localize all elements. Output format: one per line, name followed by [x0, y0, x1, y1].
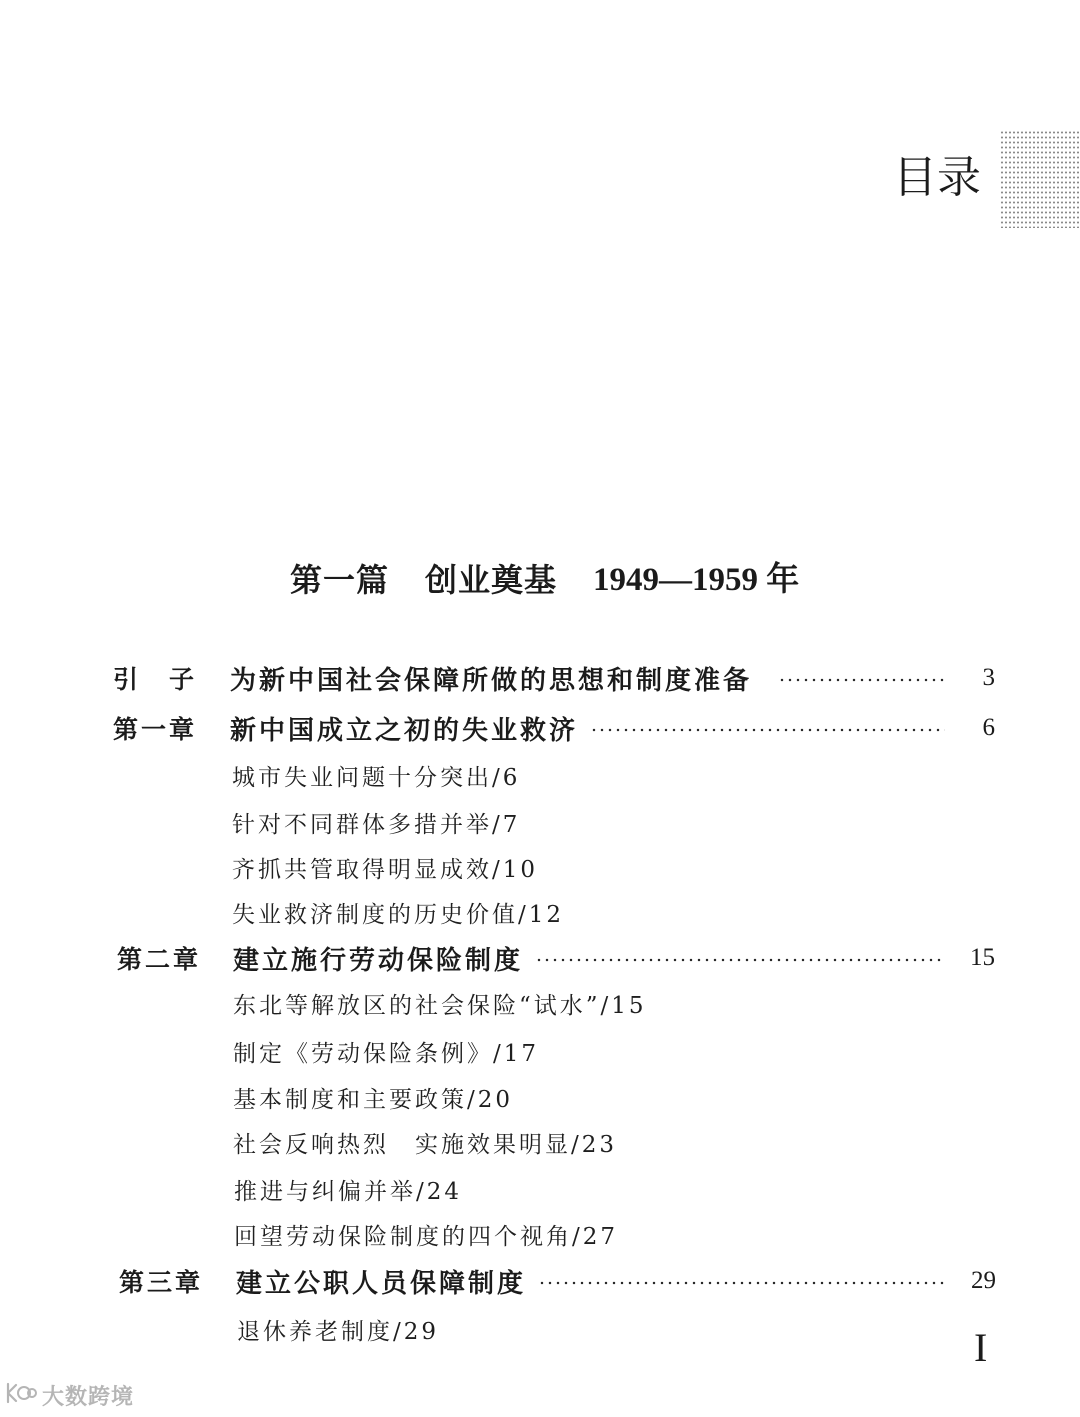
dot-leader: [778, 677, 945, 683]
toc-section-entry: 社会反响热烈 实施效果明显/23: [233, 1131, 618, 1158]
toc-section-entry: 推进与纠偏并举/24: [234, 1178, 463, 1205]
watermark-text: 大数跨境: [42, 1384, 135, 1410]
chapter-page-number: 6: [982, 714, 995, 741]
toc-section-entry: 齐抓共管取得明显成效/10: [232, 856, 539, 883]
dot-leader: [538, 1280, 946, 1286]
toc-chapter-entry: [119, 1264, 996, 1298]
toc-section-entry: 失业救济制度的历史价值/12: [232, 901, 565, 928]
toc-section-entry: 制定《劳动保险条例》/17: [233, 1040, 540, 1067]
toc-section-entry: 基本制度和主要政策/20: [233, 1086, 514, 1113]
watermark: [4, 1380, 134, 1410]
dot-leader: [590, 727, 945, 733]
chapter-page-number: 3: [982, 664, 995, 691]
chapter-title: 建立施行劳动保险制度: [233, 945, 524, 976]
chapter-page-number: 15: [970, 944, 995, 971]
chapter-title: 新中国成立之初的失业救济: [230, 715, 579, 746]
page-number: I: [974, 1325, 988, 1370]
toc-section-entry: 城市失业问题十分突出/6: [232, 764, 521, 791]
toc-chapter-entry: [117, 941, 995, 975]
part-name: 创业奠基: [425, 561, 558, 599]
chapter-title: 建立公职人员保障制度: [236, 1268, 527, 1299]
chapter-label: 第三章: [119, 1268, 204, 1297]
toc-section-entry: 针对不同群体多措并举/7: [232, 811, 521, 838]
watermark-logo-icon: [4, 1380, 38, 1411]
toc-section-entry: 退休养老制度/29: [237, 1318, 440, 1345]
dot-leader: [535, 957, 945, 963]
chapter-label: 第一章: [113, 715, 198, 744]
chapter-label: 引 子: [113, 665, 198, 694]
chapter-label: 第二章: [117, 945, 202, 974]
toc-chapter-entry: [113, 711, 995, 745]
toc-section-entry: 回望劳动保险制度的四个视角/27: [234, 1223, 619, 1250]
chapter-title: 为新中国社会保障所做的思想和制度准备: [230, 665, 753, 696]
part-number: 第一篇: [290, 561, 390, 599]
decorative-dot-pattern: [1000, 130, 1080, 228]
part-heading: [290, 558, 799, 602]
chapter-page-number: 29: [971, 1267, 996, 1294]
toc-section-entry: 东北等解放区的社会保险“试水”/15: [233, 992, 647, 1019]
toc-chapter-entry: [113, 661, 995, 695]
toc-title: 目录: [893, 152, 981, 203]
part-years: 1949—1959 年: [593, 562, 800, 598]
